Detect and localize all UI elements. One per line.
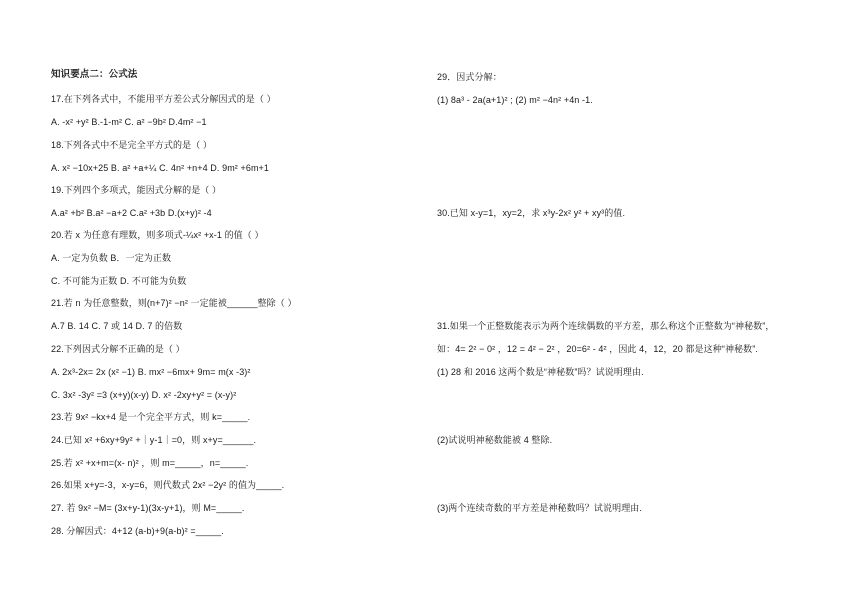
question-31-part-3: (3)两个连续奇数的平方差是神秘数吗？试说明理由. — [437, 503, 643, 513]
question-22: 22.下列因式分解不正确的是（ ） — [51, 344, 185, 354]
question-30: 30.已知 x-y=1，xy=2，求 x³y-2x² y² + xy³的值. — [437, 208, 626, 218]
question-19-options: A.a² +b² B.a² −a+2 C.a² +3b D.(x+y)² -4 — [51, 208, 212, 218]
question-21-options: A.7 B. 14 C. 7 或 14 D. 7 的倍数 — [51, 321, 183, 331]
section-heading: 知识要点二：公式法 — [51, 69, 138, 80]
question-18: 18.下列各式中不是完全平方式的是（ ） — [51, 140, 213, 150]
question-20: 20.若 x 为任意有理数，则多项式-¼x² +x-1 的值（ ） — [51, 230, 264, 240]
question-31-part-1: (1) 28 和 2016 这两个数是“神秘数”吗？试说明理由. — [437, 367, 644, 377]
question-25: 25.若 x² +x+m=(x- n)² ，则 m=_____，n=_____. — [51, 458, 249, 468]
question-17: 17.在下列各式中，不能用平方差公式分解因式的是（ ） — [51, 94, 276, 104]
question-31-part-2: (2)试说明神秘数能被 4 整除. — [437, 435, 553, 445]
question-20-options-ab: A. 一定为负数 B．一定为正数 — [51, 253, 172, 263]
question-26: 26.如果 x+y=-3，x-y=6，则代数式 2x² −2y² 的值为_____. — [51, 480, 285, 490]
question-27: 27. 若 9x² −M= (3x+y-1)(3x-y+1)，则 M=_____. — [51, 503, 245, 513]
question-31: 31.如果一个正整数能表示为两个连续偶数的平方差，那么称这个正整数为“神秘数”， — [437, 321, 775, 331]
question-24: 24.已知 x² +6xy+9y² +｜y-1｜=0，则 x+y=______. — [51, 435, 257, 445]
question-28: 28. 分解因式：4+12 (a-b)+9(a-b)² =_____. — [51, 526, 224, 536]
question-19: 19.下列四个多项式，能因式分解的是（ ） — [51, 185, 222, 195]
question-18-options: A. x² −10x+25 B. a² +a+¼ C. 4n² +n+4 D. 9m² +6m+1 — [51, 163, 270, 173]
question-21: 21.若 n 为任意整数，则(n+7)² −n² 一定能被______整除（ ） — [51, 298, 297, 308]
question-22-options-cd: C. 3x² -3y² =3 (x+y)(x-y) D. x² -2xy+y² = (x-y)² — [51, 390, 237, 400]
question-23: 23.若 9x² −kx+4 是一个完全平方式，则 k=_____. — [51, 412, 251, 422]
question-29-parts: (1) 8a³ - 2a(a+1)² ; (2) m² −4n² +4n -1. — [437, 95, 593, 105]
question-31-example: 如：4= 2² − 0² ，12 = 4² − 2² ，20=6² - 4² ，因此 4，12，20 都是这种“神秘数”. — [437, 344, 758, 354]
question-17-options: A. -x² +y² B.-1-m² C. a² −9b² D.4m² −1 — [51, 117, 207, 127]
question-20-options-cd: C. 不可能为正数 D. 不可能为负数 — [51, 276, 187, 286]
question-22-options-ab: A. 2x³-2x= 2x (x² −1) B. mx² −6mx+ 9m= m(x -3)² — [51, 367, 251, 377]
question-29: 29．因式分解： — [437, 72, 502, 82]
